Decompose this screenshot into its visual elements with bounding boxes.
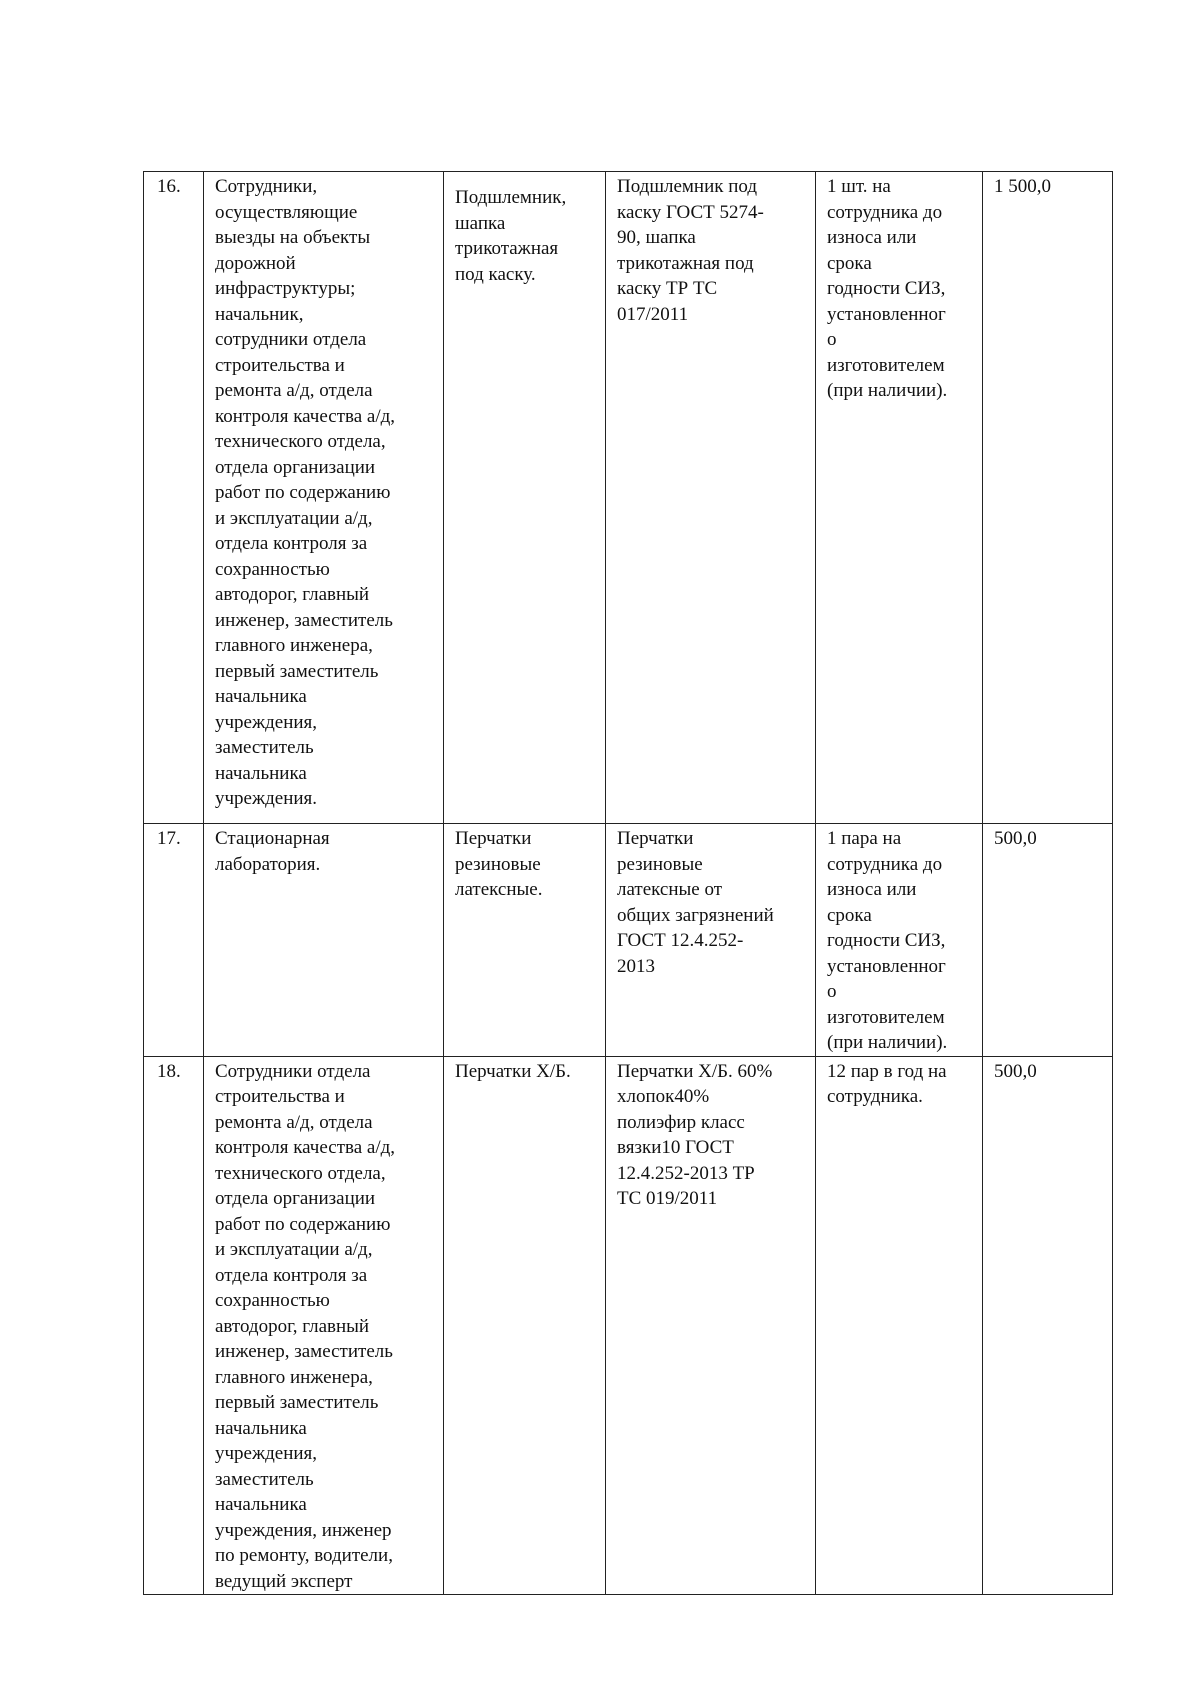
norm-line: (при наличии). [827, 1032, 948, 1053]
position-line: начальник, [215, 303, 304, 325]
position-line: первый заместитель [215, 1392, 379, 1413]
position-line: сохранностью [215, 558, 330, 580]
position-line: заместитель [215, 1468, 314, 1490]
item-cell [444, 824, 606, 1057]
position-line: учреждения. [215, 788, 318, 809]
row-number-cell [144, 824, 204, 1057]
position-line: начальника [215, 1494, 307, 1515]
position-line: и эксплуатации а/д, [215, 507, 373, 529]
spec-line: 90, шапка [617, 227, 696, 248]
position-line: автодорог, главный [215, 1315, 370, 1337]
item-line: Перчатки [455, 828, 532, 849]
row-number-cell [144, 172, 204, 824]
norm-line: годности СИЗ, [827, 930, 946, 951]
position-cell [204, 172, 444, 824]
position-line: инженер, заместитель [215, 609, 393, 631]
position-line: лаборатория. [215, 853, 321, 875]
price-value: 500,0 [994, 1060, 1037, 1082]
position-line: отдела организации [215, 456, 376, 478]
position-cell [204, 1056, 444, 1595]
item-cell [444, 1056, 606, 1595]
norm-line: о [827, 981, 837, 1002]
norm-line: сотрудника. [827, 1086, 923, 1107]
norm-line: изготовителем [827, 1006, 945, 1028]
row-number: 17. [157, 828, 181, 849]
position-line: работ по содержанию [215, 482, 391, 503]
norm-line: (при наличии). [827, 380, 948, 401]
norm-line: 12 пар в год на [827, 1060, 947, 1082]
position-line: строительства и [215, 1086, 345, 1107]
spec-line: трикотажная под [617, 252, 754, 274]
spec-line: хлопок40% [617, 1086, 710, 1107]
price-value: 500,0 [994, 828, 1037, 849]
position-line: главного инженера, [215, 1366, 373, 1388]
price-value: 1 500,0 [994, 176, 1051, 197]
position-line: инженер, заместитель [215, 1341, 393, 1362]
spec-line: общих загрязнений [617, 904, 774, 926]
position-cell [204, 824, 444, 1057]
position-line: заместитель [215, 737, 314, 758]
norm-line: срока [827, 904, 872, 926]
position-line: отдела организации [215, 1188, 376, 1209]
spec-line: ГОСТ 12.4.252- [617, 930, 744, 951]
spec-line: 12.4.252-2013 ТР [617, 1162, 755, 1184]
position-line: отдела контроля за [215, 1264, 368, 1286]
norm-line: износа или [827, 227, 917, 248]
spec-line: Подшлемник под [617, 176, 758, 197]
spec-line: вязки10 ГОСТ [617, 1137, 734, 1158]
spec-line: каску ТР ТС [617, 278, 718, 299]
position-line: контроля качества а/д, [215, 405, 396, 427]
position-line: начальника [215, 762, 307, 784]
position-line: отдела контроля за [215, 533, 368, 554]
position-line: технического отдела, [215, 431, 386, 452]
spec-cell [606, 172, 816, 824]
spec-cell [606, 1056, 816, 1595]
norm-line: годности СИЗ, [827, 278, 946, 299]
spec-line: 017/2011 [617, 303, 689, 325]
spec-line: резиновые [617, 853, 703, 875]
norm-line: установленног [827, 955, 946, 977]
row-number: 16. [157, 176, 181, 197]
spec-line: каску ГОСТ 5274- [617, 201, 764, 223]
position-line: Стационарная [215, 828, 330, 849]
position-line: начальника [215, 1417, 307, 1439]
spec-line: 2013 [617, 955, 655, 977]
position-line: учреждения, инженер [215, 1519, 392, 1541]
spec-line: латексные от [617, 879, 723, 900]
norm-line: сотрудника до [827, 853, 943, 875]
price-cell [983, 824, 1113, 1057]
item-line: Подшлемник, [455, 187, 567, 208]
position-line: выезды на объекты [215, 227, 371, 248]
position-line: начальника [215, 686, 307, 707]
norm-line: о [827, 329, 837, 350]
norm-line: износа или [827, 879, 917, 900]
position-line: по ремонту, водители, [215, 1545, 393, 1566]
item-line: шапка [455, 212, 506, 234]
norm-line: сотрудника до [827, 201, 943, 223]
position-line: учреждения, [215, 711, 318, 733]
spec-line: ТС 019/2011 [617, 1188, 718, 1209]
item-line: резиновые [455, 853, 541, 875]
position-line: сотрудники отдела [215, 329, 367, 350]
position-line: контроля качества а/д, [215, 1137, 396, 1158]
norm-cell [816, 172, 983, 824]
norm-cell [816, 824, 983, 1057]
table-row [144, 172, 1113, 824]
position-line: дорожной [215, 252, 296, 274]
position-line: технического отдела, [215, 1162, 386, 1184]
norm-line: 1 пара на [827, 828, 902, 849]
item-line: латексные. [455, 879, 543, 900]
price-cell [983, 1056, 1113, 1595]
position-line: сохранностью [215, 1290, 330, 1311]
position-line: ведущий эксперт [215, 1570, 353, 1592]
norm-line: изготовителем [827, 354, 945, 376]
position-line: Сотрудники отдела [215, 1060, 371, 1082]
price-cell [983, 172, 1113, 824]
spec-cell [606, 824, 816, 1057]
row-number-cell [144, 1056, 204, 1595]
table-row [144, 1056, 1113, 1595]
item-line: Перчатки Х/Б. [455, 1060, 571, 1082]
spec-line: Перчатки Х/Б. 60% [617, 1060, 773, 1082]
norm-line: 1 шт. на [827, 176, 891, 197]
position-line: и эксплуатации а/д, [215, 1239, 373, 1260]
position-line: главного инженера, [215, 635, 373, 656]
table-row [144, 824, 1113, 1057]
norm-line: срока [827, 252, 872, 274]
ppe-norms-table [143, 171, 1113, 1595]
item-cell [444, 172, 606, 824]
spec-line: Перчатки [617, 828, 694, 849]
position-line: ремонта а/д, отдела [215, 380, 373, 401]
position-line: первый заместитель [215, 660, 379, 682]
item-line: под каску. [455, 263, 536, 285]
position-line: учреждения, [215, 1443, 318, 1464]
norm-line: установленног [827, 303, 946, 325]
position-line: ремонта а/д, отдела [215, 1111, 373, 1133]
position-line: инфраструктуры; [215, 278, 356, 299]
position-line: строительства и [215, 354, 345, 376]
row-number: 18. [157, 1060, 181, 1082]
position-line: автодорог, главный [215, 584, 370, 605]
spec-line: полиэфир класс [617, 1111, 745, 1133]
position-line: осуществляющие [215, 201, 358, 223]
item-line: трикотажная [455, 238, 559, 259]
norm-cell [816, 1056, 983, 1595]
position-line: Сотрудники, [215, 176, 318, 197]
position-line: работ по содержанию [215, 1213, 391, 1235]
